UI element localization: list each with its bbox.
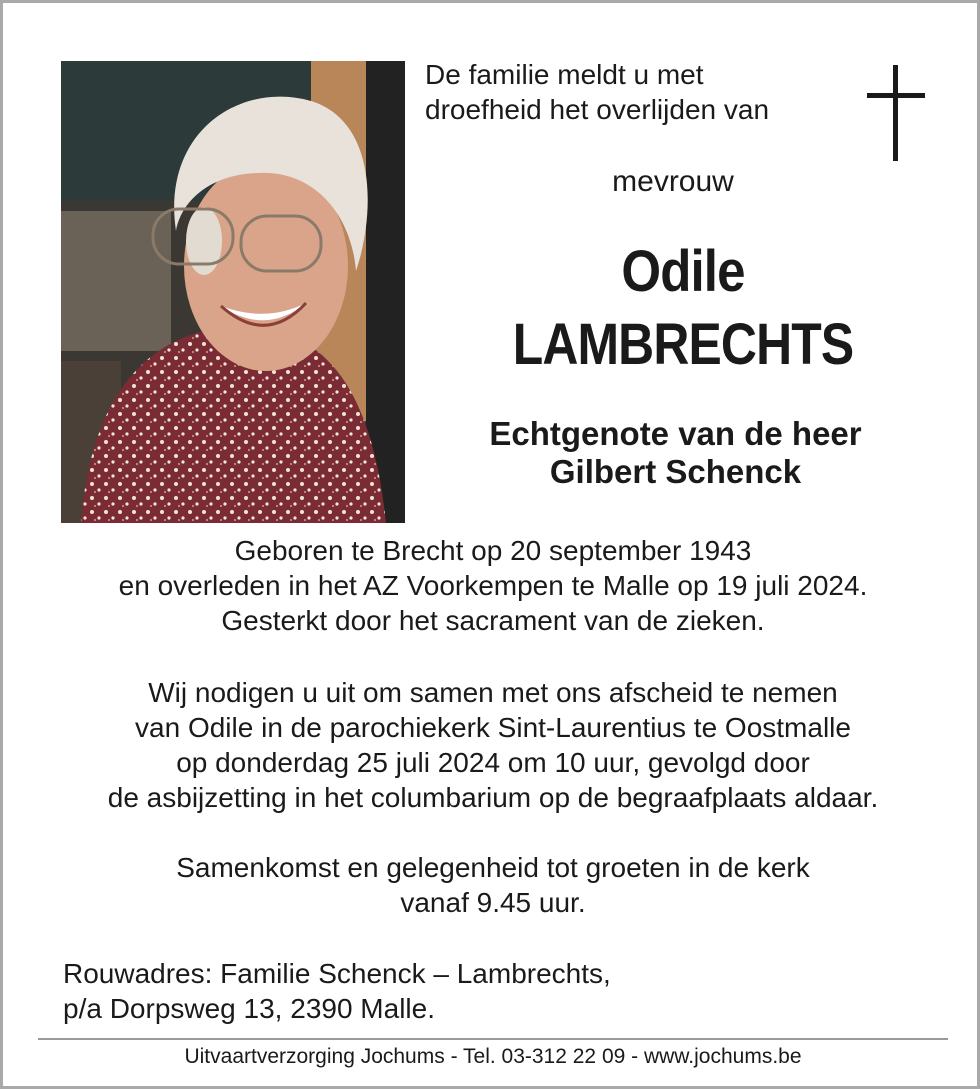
birth-death-info (43, 533, 943, 638)
gathering-info (43, 850, 943, 920)
title: mevrouw (612, 165, 734, 198)
ceremony-info (43, 675, 943, 815)
ceremony-line-4: de asbijzetting in het columbarium op de begraafplaats aldaar. (107, 782, 879, 813)
birth-line-2: en overleden in het AZ Voorkempen te Malle op 19 juli 2024. (118, 570, 868, 601)
birth-line-1: Geboren te Brecht op 20 september 1943 (234, 535, 752, 566)
spouse-line-1: Echtgenote van de heer (489, 415, 862, 452)
intro-line-1: De familie meldt u met (425, 59, 704, 90)
ceremony-line-3: op donderdag 25 juli 2024 om 10 uur, gevolgd door (176, 747, 810, 778)
address-line-1: Rouwadres: Familie Schenck – Lambrechts, (63, 958, 611, 989)
intro-line-2: droefheid het overlijden van (425, 94, 770, 125)
spouse-info (443, 415, 908, 491)
gathering-line-1: Samenkomst en gelegenheid tot groeten in de kerk (176, 852, 810, 883)
ceremony-line-2: van Odile in de parochiekerk Sint-Laurentius te Oostmalle (135, 712, 851, 743)
intro-text (425, 57, 845, 127)
birth-line-3: Gesterkt door het sacrament van de zieken. (221, 605, 765, 636)
portrait-photo (61, 61, 405, 523)
first-name: Odile (621, 239, 745, 304)
address-line-2: p/a Dorpsweg 13, 2390 Malle. (63, 993, 435, 1024)
gathering-line-2: vanaf 9.45 uur. (400, 887, 586, 918)
cross-icon (867, 65, 925, 161)
funeral-home-footer: Uitvaartverzorging Jochums - Tel. 03-312 22 09 - www.jochums.be (184, 1045, 802, 1068)
mourning-address (63, 956, 863, 1026)
footer-divider (38, 1038, 948, 1040)
ceremony-line-1: Wij nodigen u uit om samen met ons afscheid te nemen (148, 677, 838, 708)
spouse-line-2: Gilbert Schenck (549, 453, 802, 490)
last-name: LAMBRECHTS (512, 312, 854, 377)
